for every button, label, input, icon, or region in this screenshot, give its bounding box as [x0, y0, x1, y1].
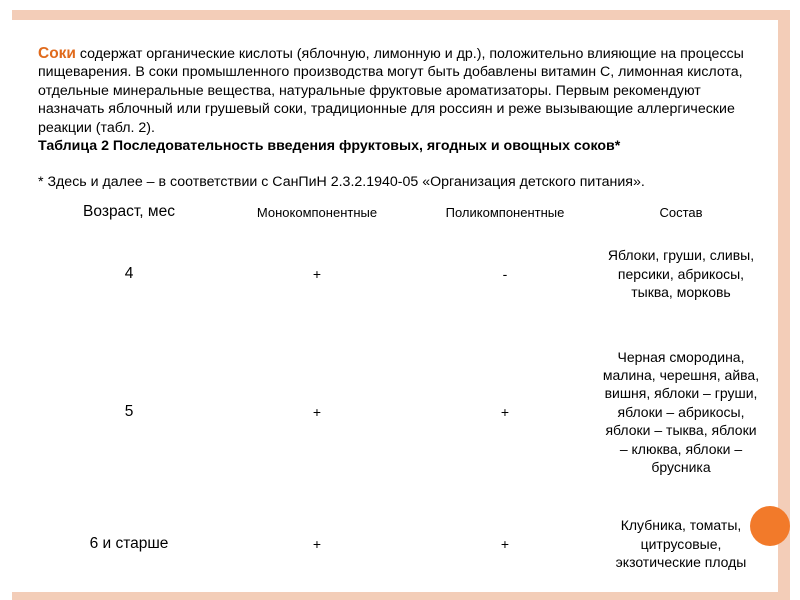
- lead-word: Соки: [38, 45, 76, 62]
- cell-poly: +: [500, 403, 510, 420]
- cell-age: 4: [124, 264, 134, 282]
- cell-mono: +: [312, 535, 322, 552]
- cell-poly: +: [500, 535, 510, 552]
- header-composition: Состав: [659, 204, 703, 220]
- table-row: [40, 503, 768, 585]
- header-age: Возраст, мес: [83, 203, 175, 220]
- cell-composition: Яблоки, груши, сливы, персики, абрикосы, тыква, морковь: [607, 247, 755, 301]
- cell-age: 6 и старше: [89, 534, 169, 552]
- juice-introduction-table: [40, 197, 768, 585]
- table-header-row: [40, 197, 768, 227]
- table-row: [40, 321, 768, 503]
- table-title: Таблица 2 Последовательность введения фруктовых, ягодных и овощных соков*: [38, 138, 621, 155]
- cell-mono: +: [312, 403, 322, 420]
- cell-composition: Клубника, томаты, цитрусовые, экзотические плоды: [615, 517, 747, 571]
- table-row: [40, 227, 768, 321]
- frame-bottom-bar: [12, 592, 788, 600]
- cell-age: 5: [124, 402, 134, 420]
- header-mono: Монокомпонентные: [256, 204, 378, 220]
- slide-content: [38, 45, 768, 192]
- cell-poly: -: [502, 265, 508, 282]
- footnote: * Здесь и далее – в соответствии с СанПиН 2.3.2.1940-05 «Организация детского питания».: [38, 174, 645, 191]
- frame-top-bar: [12, 10, 788, 20]
- intro-paragraph: [38, 45, 768, 137]
- intro-text: содержат органические кислоты (яблочную, лимонную и др.), положительно влияющие на процессы пищеварения. В соки промышленного производства могут быть добавлены витамин С, лимонная кислота, отдельные минеральные вещества, натуральные фруктовые ароматизаторы. Первым рекомендуют назначать яблочный или грушевый соки, традиционные для россиян и реже вызывающие аллергические реакции (табл. 2).: [38, 46, 744, 136]
- header-poly: Поликомпонентные: [445, 204, 565, 220]
- cell-composition: Черная смородина, малина, черешня, айва, вишня, яблоки – груши, яблоки – абрикосы, яблоки – тыква, яблоки – клюква, яблоки – брусника: [602, 348, 760, 476]
- cell-mono: +: [312, 265, 322, 282]
